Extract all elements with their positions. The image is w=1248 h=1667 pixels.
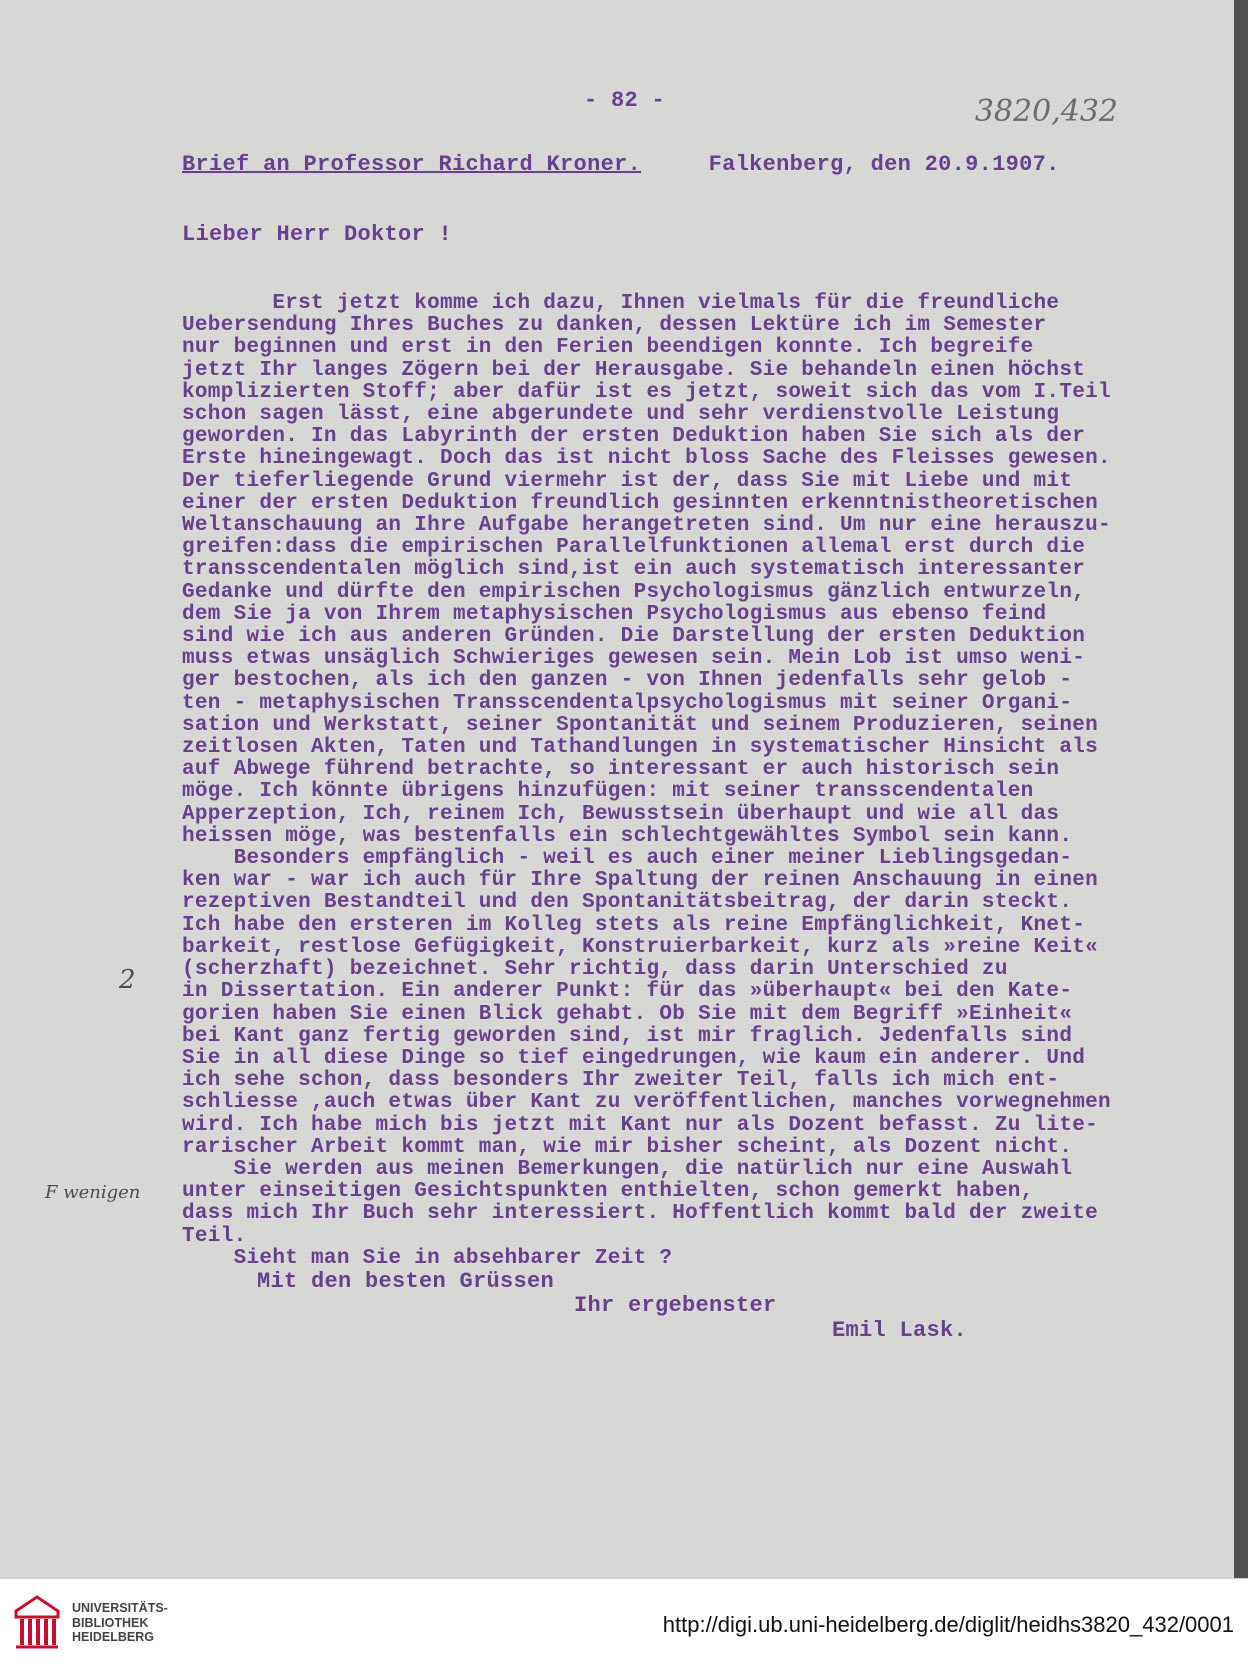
- body-line: muss etwas unsäglich Schwieriges gewesen sein. Mein Lob ist umso weni-: [182, 647, 1086, 671]
- body-line: jetzt Ihr langes Zögern bei der Herausgabe. Sie behandeln einen höchst: [182, 358, 1086, 382]
- body-line: auf Abwege führend betrachte, so interessant er auch historisch sein: [182, 758, 1060, 782]
- body-line: sind wie ich aus anderen Gründen. Die Darstellung der ersten Deduktion: [182, 625, 1086, 649]
- body-line: rezeptiven Bestandteil und den Spontanitätsbeitrag, der darin steckt.: [182, 891, 1073, 915]
- body-line: zeitlosen Akten, Taten und Tathandlungen in systematischer Hinsicht als: [182, 736, 1099, 760]
- body-line: Der tieferliegende Grund viermehr ist der, dass Sie mit Liebe und mit: [182, 469, 1073, 493]
- page-number: - 82 -: [584, 88, 666, 113]
- letter-body: [182, 293, 1111, 1270]
- body-line: Sie in all diese Dinge so tief eingedrungen, wie kaum ein anderer. Und: [182, 1046, 1086, 1070]
- body-line: geworden. In das Labyrinth der ersten Deduktion haben Sie sich als der: [182, 425, 1086, 449]
- body-line: komplizierten Stoff; aber dafür ist es jetzt, soweit sich das vom I.Teil: [182, 380, 1111, 404]
- library-logo-icon: [12, 1593, 62, 1653]
- body-line: Uebersendung Ihres Buches zu danken, dessen Lektüre ich im Semester: [182, 314, 1047, 338]
- body-line: (scherzhaft) bezeichnet. Sehr richtig, dass darin Unterschied zu: [182, 958, 1008, 982]
- body-line: gorien haben Sie einen Blick gehabt. Ob Sie mit dem Begriff »Einheit«: [182, 1002, 1073, 1026]
- signature: Emil Lask.: [832, 1318, 968, 1343]
- body-line: Besonders empfänglich - weil es auch einer meiner Lieblingsgedan-: [182, 847, 1073, 871]
- salutation: Lieber Herr Doktor !: [182, 222, 453, 247]
- place-date: Falkenberg, den 20.9.1907.: [708, 152, 1060, 177]
- closing-greeting: Mit den besten Grüssen: [257, 1269, 555, 1294]
- body-line: ken war - war ich auch für Ihre Spaltung der reinen Anschauung in einen: [182, 869, 1099, 893]
- body-line: Sieht man Sie in absehbarer Zeit ?: [182, 1246, 673, 1270]
- body-line: Erst jetzt komme ich dazu, Ihnen vielmals für die freundliche: [182, 292, 1060, 315]
- body-line: dass mich Ihr Buch sehr interessiert. Hoffentlich kommt bald der zweite: [182, 1202, 1099, 1226]
- body-line: wird. Ich habe mich bis jetzt mit Kant nur als Dozent befasst. Zu lite-: [182, 1113, 1099, 1137]
- body-line: Ich habe den ersteren im Kolleg stets als reine Empfänglichkeit, Knet-: [182, 913, 1086, 937]
- letter-title: Brief an Professor Richard Kroner.: [182, 152, 642, 177]
- body-line: schon sagen lässt, eine abgerundete und sehr verdienstvolle Leistung: [182, 403, 1060, 427]
- letter-heading: [182, 152, 1060, 177]
- body-line: einer der ersten Deduktion freundlich gesinnten erkenntnistheoretischen: [182, 491, 1099, 515]
- body-line: Apperzeption, Ich, reinem Ich, Bewusstsein überhaupt und wie all das: [182, 802, 1060, 826]
- margin-note-number: 2: [119, 965, 136, 995]
- archive-number: 3820,432: [974, 94, 1118, 129]
- closing-valediction: Ihr ergebenster: [574, 1293, 777, 1318]
- body-line: ten - metaphysischen Transscendentalpsychologismus mit seiner Organi-: [182, 691, 1073, 715]
- body-line: bei Kant ganz fertig geworden sind, ist mir fraglich. Jedenfalls sind: [182, 1024, 1073, 1048]
- body-line: schliesse ,auch etwas über Kant zu veröffentlichen, manches vorwegnehmen: [182, 1091, 1111, 1115]
- body-line: rarischer Arbeit kommt man, wie mir bisher scheint, als Dozent nicht.: [182, 1135, 1073, 1159]
- viewer-footer: [0, 1578, 1248, 1667]
- margin-note-word: F wenigen: [45, 1182, 141, 1203]
- document-url-link[interactable]: http://digi.ub.uni-heidelberg.de/diglit/heidhs3820_432/0001: [662, 1612, 1234, 1637]
- body-line: möge. Ich könnte übrigens hinzufügen: mit seiner transscendentalen: [182, 780, 1034, 804]
- body-line: Erste hineingewagt. Doch das ist nicht bloss Sache des Fleisses gewesen.: [182, 447, 1111, 471]
- body-line: Weltanschauung an Ihre Aufgabe herangetreten sind. Um nur eine herauszu-: [182, 514, 1111, 538]
- body-line: greifen:dass die empirischen Parallelfunktionen allemal erst durch die: [182, 536, 1086, 560]
- body-line: Gedanke und dürfte den empirischen Psychologismus gänzlich entwurzeln,: [182, 580, 1086, 604]
- body-line: in Dissertation. Ein anderer Punkt: für das »überhaupt« bei den Kate-: [182, 980, 1073, 1004]
- body-line: ich sehe schon, dass besonders Ihr zweiter Teil, falls ich mich ent-: [182, 1069, 1060, 1093]
- body-line: dem Sie ja von Ihrem metaphysischen Psychologismus aus ebenso feind: [182, 602, 1047, 626]
- body-line: sation und Werkstatt, seiner Spontanität und seinem Produzieren, seinen: [182, 713, 1099, 737]
- body-line: Sie werden aus meinen Bemerkungen, die natürlich nur eine Auswahl: [182, 1157, 1073, 1181]
- body-line: heissen möge, was bestenfalls ein schlechtgewähltes Symbol sein kann.: [182, 824, 1073, 848]
- library-name: UNIVERSITÄTS- BIBLIOTHEK HEIDELBERG: [72, 1601, 168, 1644]
- body-line: barkeit, restlose Gefügigkeit, Konstruierbarkeit, kurz als »reine Keit«: [182, 935, 1099, 959]
- body-line: transscendentalen möglich sind,ist ein auch systematisch interessanter: [182, 558, 1086, 582]
- body-line: nur beginnen und erst in den Ferien beendigen konnte. Ich begreife: [182, 336, 1034, 360]
- body-line: ger bestochen, als ich den ganzen - von Ihnen jedenfalls sehr gelob -: [182, 669, 1073, 693]
- body-line: Teil.: [182, 1224, 247, 1248]
- body-line: unter einseitigen Gesichtspunkten enthielten, schon gemerkt haben,: [182, 1180, 1034, 1204]
